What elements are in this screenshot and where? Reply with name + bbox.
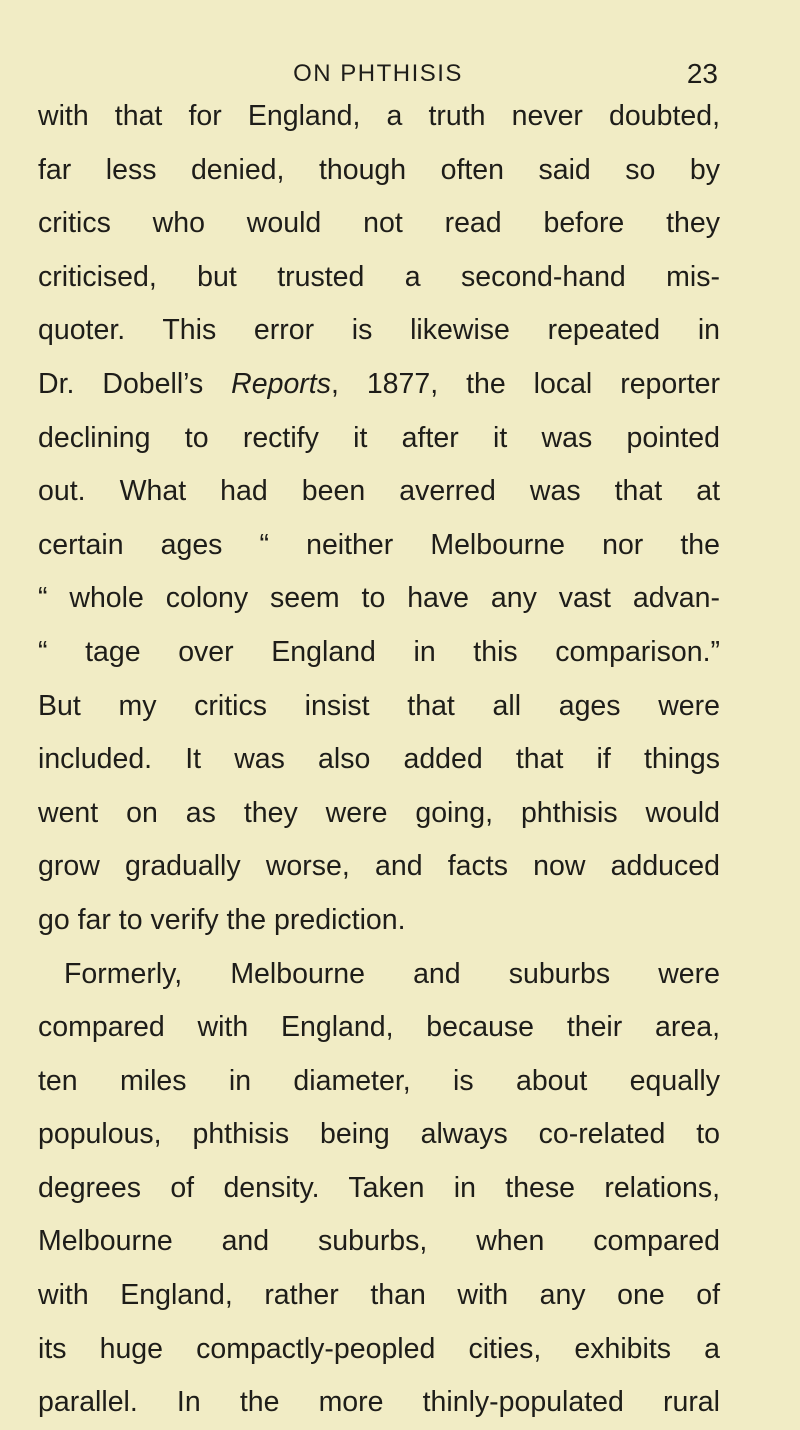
text-line: Formerly, Melbourne and suburbs were xyxy=(64,957,720,990)
text-line xyxy=(38,358,720,412)
text-line-part: , 1877, the local reporter xyxy=(330,367,720,400)
running-head-title: ON PHTHISIS xyxy=(293,60,463,87)
text-line: “ tage over England in this comparison.” xyxy=(38,635,720,668)
text-line: out. What had been averred was that at xyxy=(38,475,720,508)
text-line: critics who would not read before they xyxy=(38,207,720,240)
text-line: go far to verify the prediction. xyxy=(38,903,406,936)
text-line: “ whole colony seem to have any vast advan- xyxy=(38,582,720,615)
text-line: with England, rather than with any one of xyxy=(38,1279,720,1312)
page-number: 23 xyxy=(686,58,718,89)
italic-title: Reports xyxy=(231,367,331,400)
text-line: certain ages “ neither Melbourne nor the xyxy=(38,528,720,561)
text-line: quoter. This error is likewise repeated in xyxy=(38,314,720,347)
text-line: declining to rectify it after it was pointed xyxy=(38,421,720,454)
text-line: compared with England, because their area, xyxy=(38,1011,720,1044)
text-line: But my critics insist that all ages were xyxy=(38,689,720,722)
body-text xyxy=(38,90,720,1430)
text-line: criticised, but trusted a second-hand mis- xyxy=(38,260,720,293)
text-line: its huge compactly-peopled cities, exhibits a xyxy=(38,1332,720,1365)
text-line: degrees of density. Taken in these relations, xyxy=(38,1171,720,1204)
text-line: ten miles in diameter, is about equally xyxy=(38,1064,720,1097)
text-line: grow gradually worse, and facts now adduced xyxy=(38,850,720,883)
text-line: parallel. In the more thinly-populated rural xyxy=(38,1386,720,1419)
text-line: populous, phthisis being always co-related to xyxy=(38,1118,720,1151)
text-line-part: Dr. Dobell’s xyxy=(38,367,232,400)
text-line: far less denied, though often said so by xyxy=(38,153,720,186)
text-line: went on as they were going, phthisis would xyxy=(38,796,720,829)
text-line: Melbourne and suburbs, when compared xyxy=(38,1225,720,1258)
running-head xyxy=(38,56,718,92)
text-line: included. It was also added that if things xyxy=(38,743,720,776)
text-line: with that for England, a truth never doubted, xyxy=(38,100,720,132)
